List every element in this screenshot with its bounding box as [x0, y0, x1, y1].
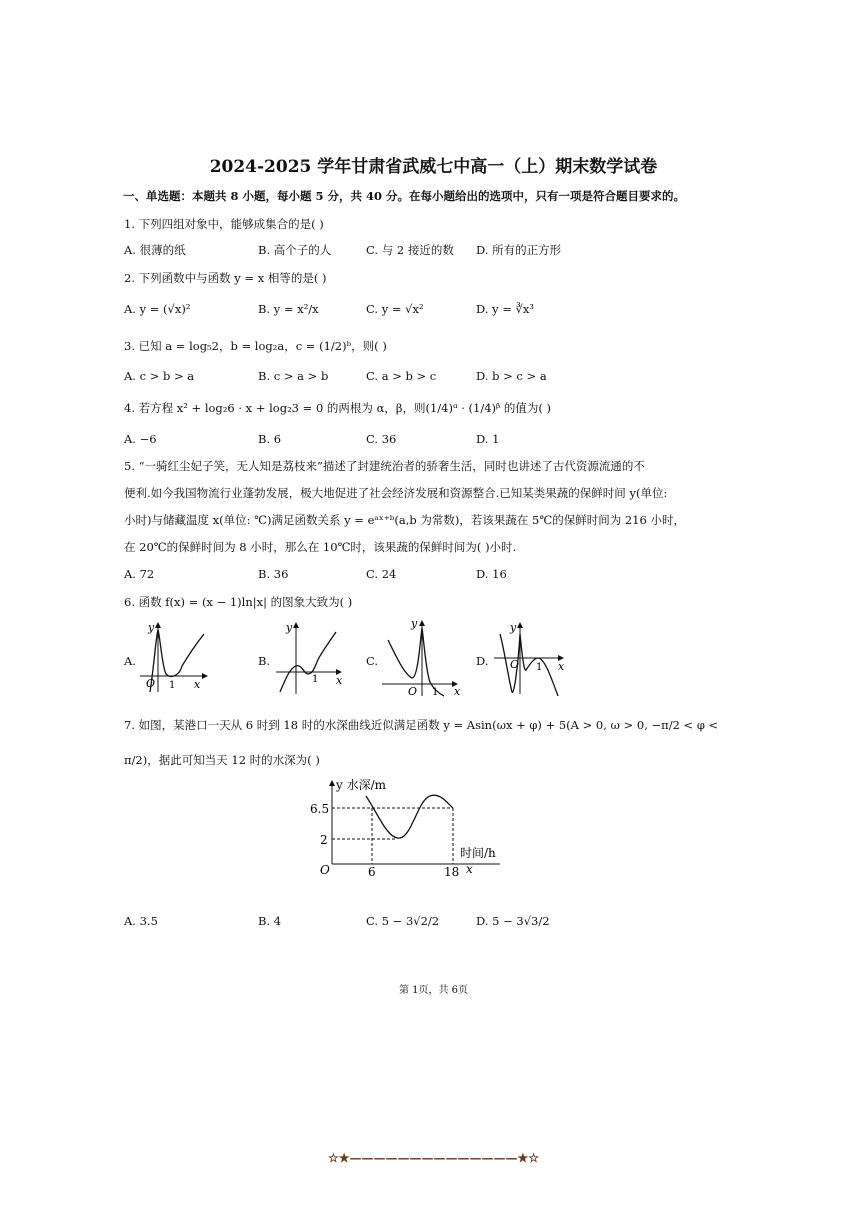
- question-7-line-1: 7. 如图，某港口一天从 6 时到 18 时的水深曲线近似满足函数 y = Asin(ωx + φ) + 5(A > 0, ω > 0, −π/2 < φ <: [124, 718, 719, 732]
- q5-option-c: C. 24: [366, 567, 397, 581]
- water-chart-xtick-6: 6: [368, 865, 376, 879]
- water-chart-origin: O: [320, 863, 330, 877]
- section-heading: 一、单选题：本题共 8 小题，每小题 5 分，共 40 分。在每小题给出的选项中，只有一项是符合题目要求的。: [123, 189, 686, 203]
- q4-option-a: A. −6: [124, 432, 157, 446]
- question-3-stem: 3. 已知 a = log₅2，b = log₂a，c = (1/2)ᵇ，则( ): [124, 339, 387, 353]
- water-chart-ylabel: y 水深/m: [336, 778, 387, 792]
- q7-option-d: D. 5 − 3√3/2: [476, 914, 550, 928]
- q6c-y-label: y: [411, 617, 418, 630]
- q6-graph-d: [490, 614, 580, 700]
- q7-option-c: C. 5 − 3√2/2: [366, 914, 440, 928]
- q4-option-c: C. 36: [366, 432, 397, 446]
- q3-option-d: D. b > c > a: [476, 369, 547, 383]
- question-4-stem: 4. 若方程 x² + log₂6 · x + log₂3 = 0 的两根为 α，β，则(1/4)ᵅ · (1/4)ᵝ 的值为( ): [124, 401, 551, 415]
- q6-option-d: D.: [476, 654, 489, 668]
- q1-option-c: C. 与 2 接近的数: [366, 243, 454, 257]
- question-5-line-3: 小时)与储藏温度 x(单位: ℃)满足函数关系 y = eᵃˣ⁺ᵇ(a,b 为常数)，若该果蔬在 5℃的保鲜时间为 216 小时，: [124, 513, 685, 527]
- question-6-stem: 6. 函数 f(x) = (x − 1)ln|x| 的图象大致为( ): [124, 595, 353, 609]
- q6a-one: 1: [169, 680, 176, 691]
- water-depth-chart: [300, 772, 530, 882]
- q1-option-d: D. 所有的正方形: [476, 243, 562, 257]
- q6a-y-label: y: [148, 621, 155, 634]
- water-chart-ytick-6-5: 6.5: [310, 802, 330, 816]
- bottom-decoration: ☆★——————————————★☆: [327, 1151, 540, 1165]
- q6-graph-c: [378, 612, 468, 698]
- q6-graph-a: [136, 616, 226, 696]
- q3-option-a: A. c > b > a: [124, 369, 195, 383]
- q6c-one: 1: [432, 687, 439, 698]
- question-7-line-2: π/2)，据此可知当天 12 时的水深为( ): [124, 753, 320, 767]
- q3-option-b: B. c > a > b: [258, 369, 329, 383]
- question-5-line-2: 便利.如今我国物流行业蓬勃发展，极大地促进了社会经济发展和资源整合.已知某类果蔬的保鲜时间 y(单位:: [124, 486, 668, 500]
- water-chart-xtick-18: 18: [444, 865, 460, 879]
- q6c-origin: O: [408, 685, 418, 698]
- q6-graph-b: [272, 616, 362, 696]
- q6-option-c: C.: [366, 654, 379, 668]
- question-1-stem: 1. 下列四组对象中，能够成集合的是( ): [124, 217, 324, 231]
- q2-option-b: B. y = x²/x: [258, 302, 319, 316]
- q1-option-a: A. 很薄的纸: [124, 243, 186, 257]
- page-footer: 第 1页，共 6页: [398, 985, 469, 996]
- q3-option-c: C. a > b > c: [366, 369, 437, 383]
- q1-option-b: B. 高个子的人: [258, 243, 332, 257]
- q6c-x-label: x: [454, 685, 461, 698]
- water-chart-ytick-2: 2: [320, 833, 328, 847]
- question-5-line-4: 在 20℃的保鲜时间为 8 小时，那么在 10℃时，该果蔬的保鲜时间为( )小时.: [124, 540, 517, 554]
- q6b-y-label: y: [286, 621, 293, 634]
- q4-option-b: B. 6: [258, 432, 282, 446]
- q5-option-b: B. 36: [258, 567, 289, 581]
- q2-option-a: A. y = (√x)²: [124, 302, 191, 316]
- page-title: 2024-2025 学年甘肃省武威七中高一（上）期末数学试卷: [209, 157, 658, 177]
- q4-option-d: D. 1: [476, 432, 500, 446]
- water-chart-x-axis-label: x: [466, 862, 473, 876]
- q6d-origin: O: [510, 658, 520, 671]
- q6b-one: 1: [312, 674, 319, 685]
- question-5-line-1: 5. “一骑红尘妃子笑，无人知是荔枝来”描述了封建统治者的骄奢生活，同时也讲述了古代资源流通的不: [124, 459, 645, 473]
- q6a-origin: O: [146, 677, 156, 690]
- q5-option-a: A. 72: [124, 567, 155, 581]
- q6-option-a: A.: [124, 654, 136, 668]
- q2-option-c: C. y = √x²: [366, 302, 424, 316]
- q6d-x-label: x: [558, 660, 565, 673]
- q6d-y-label: y: [510, 621, 517, 634]
- q6b-x-label: x: [336, 674, 343, 687]
- water-chart-xlabel: 时间/h: [460, 846, 496, 860]
- q7-option-b: B. 4: [258, 914, 282, 928]
- question-2-stem: 2. 下列函数中与函数 y = x 相等的是( ): [124, 271, 327, 285]
- q6a-x-label: x: [194, 678, 201, 691]
- q7-option-a: A. 3.5: [124, 914, 158, 928]
- q6d-one: 1: [536, 662, 543, 673]
- q5-option-d: D. 16: [476, 567, 507, 581]
- q6-option-b: B.: [258, 654, 271, 668]
- q2-option-d: D. y = ∛x³: [476, 302, 534, 316]
